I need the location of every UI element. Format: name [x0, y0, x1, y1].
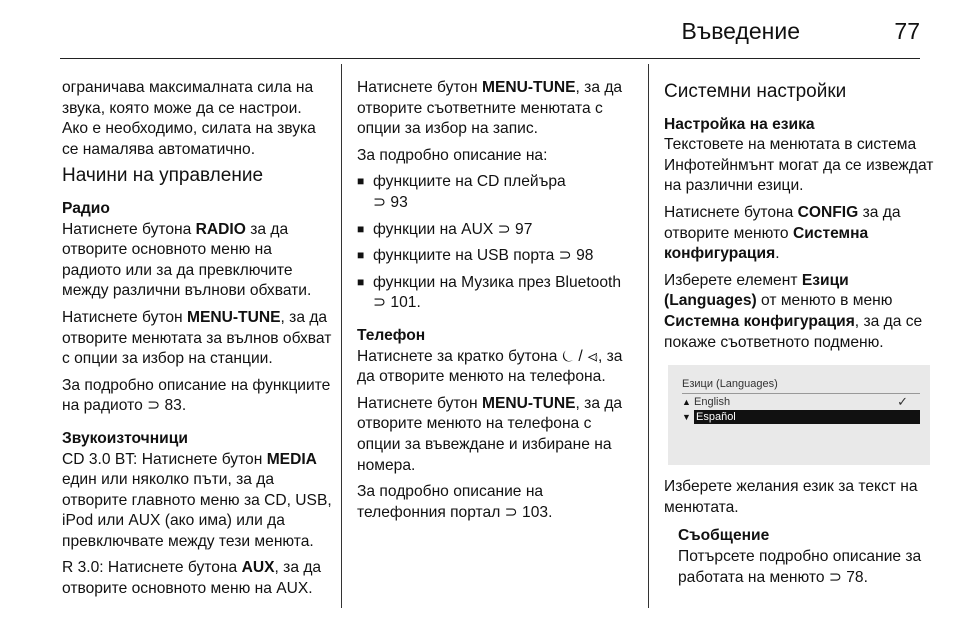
- intro-paragraph: ограничава максималната сила на звука, която може да се настрои. Ако е необходимо, силата на звука се намалява автоматично.: [62, 79, 316, 158]
- menu-option-espanol: ▼ Español: [682, 410, 920, 424]
- language-menu-screenshot: [668, 365, 930, 465]
- screen-title: Езици (Languages): [682, 377, 920, 394]
- language-paragraph: Изберете желания език за текст на менютата.: [664, 478, 918, 516]
- page-ref-link[interactable]: 103.: [522, 503, 553, 521]
- subheading-language: Настройка на езика: [664, 115, 815, 133]
- page-ref-icon: ⊃: [373, 193, 387, 211]
- page-ref-link[interactable]: 93: [390, 193, 408, 211]
- function-list: [357, 172, 629, 314]
- language-paragraph: Текстовете на менютата в система Инфотейнмънт могат да се извеждат на различни езици.: [664, 136, 934, 195]
- page-header: [60, 18, 920, 60]
- column-2: [357, 78, 629, 529]
- page-ref-icon: ⊃: [828, 568, 842, 586]
- column-3: [664, 78, 944, 594]
- note-text: Потърсете подробно описание за работата на менюто ⊃ 78.: [678, 547, 922, 586]
- note-title: Съобщение: [678, 527, 770, 545]
- radio-paragraph: За подробно описание на функциите на радиото ⊃ 83.: [62, 376, 331, 415]
- arrow-up-icon: ▲: [682, 397, 691, 408]
- subheading-sources: Звукоизточници: [62, 429, 188, 447]
- page-ref-link[interactable]: 97: [515, 220, 533, 238]
- checkmark-icon: ✓: [897, 394, 908, 410]
- list-item: ■ функции на Музика през Bluetooth ⊃ 101.: [357, 273, 629, 314]
- sources-paragraph: CD 3.0 BT: Натиснете бутон MEDIA един или няколко пъти, за да отворите главното меню за CD, USB, iPod или AUX (ако има) или да превключвате между тези менюта.: [62, 450, 332, 550]
- phone-paragraph: Натиснете бутон MENU-TUNE, за да отворите менюто на телефона с опции за въвеждане и избиране на номера.: [357, 394, 623, 474]
- list-item: ■ функциите на CD плейъра ⊃ 93: [357, 172, 629, 213]
- page-ref-icon: ⊃: [504, 503, 518, 521]
- sources-paragraph: R 3.0: Натиснете бутона AUX, за да отворите основното меню на AUX.: [62, 559, 322, 598]
- subheading-radio: Радио: [62, 199, 110, 217]
- subheading-phone: Телефон: [357, 326, 426, 344]
- page-ref-icon: ⊃: [497, 220, 511, 238]
- media-paragraph: За подробно описание на:: [357, 146, 548, 164]
- phone-paragraph: Натиснете за кратко бутона ⏾ / ⏿, за да отворите менюто на телефона.: [357, 347, 623, 386]
- page-ref-icon: ⊃: [558, 247, 572, 265]
- menu-option-english: ▲ English ✓: [682, 394, 908, 410]
- media-paragraph: Натиснете бутон MENU-TUNE, за да отворите съответните менютата с опции за избор на запис.: [357, 79, 623, 138]
- list-item: ■ функциите на USB порта ⊃ 98: [357, 246, 629, 267]
- page-number: 77: [894, 18, 920, 44]
- section-heading: Системни настройки: [664, 81, 847, 102]
- section-heading: Начини на управление: [62, 165, 264, 187]
- list-item: ■ функции на AUX ⊃ 97: [357, 220, 629, 241]
- radio-paragraph: Натиснете бутон MENU-TUNE, за да отворите менютата за вълнов обхват с опции за избор на станции.: [62, 308, 332, 368]
- phone-paragraph: За подробно описание на телефонния портал ⊃ 103.: [357, 483, 553, 521]
- page-ref-link[interactable]: 83.: [164, 397, 187, 415]
- arrow-down-icon: ▼: [682, 410, 694, 424]
- header-rule: [60, 58, 920, 59]
- radio-paragraph: Натиснете бутона RADIO за да отворите основното меню на радиото или за да превключите между различни вълнови обхвати.: [62, 220, 312, 300]
- section-title: Въведение: [681, 18, 800, 44]
- column-divider: [341, 64, 342, 608]
- page-ref-link[interactable]: 78.: [846, 568, 868, 586]
- language-paragraph: Изберете елемент Езици (Languages) от менюто в меню Системна конфигурация, за да се покаже съответното подменю.: [664, 271, 923, 351]
- page-ref-icon: ⊃: [147, 397, 161, 415]
- page-ref-icon: ⊃: [373, 294, 387, 312]
- column-1: [62, 78, 332, 606]
- language-paragraph: Натиснете бутона CONFIG за да отворите менюто Системна конфигурация.: [664, 203, 901, 263]
- page-ref-link[interactable]: 98: [576, 247, 594, 265]
- note-box: [678, 526, 944, 588]
- column-divider: [648, 64, 649, 608]
- page-ref-link[interactable]: 101.: [390, 294, 421, 312]
